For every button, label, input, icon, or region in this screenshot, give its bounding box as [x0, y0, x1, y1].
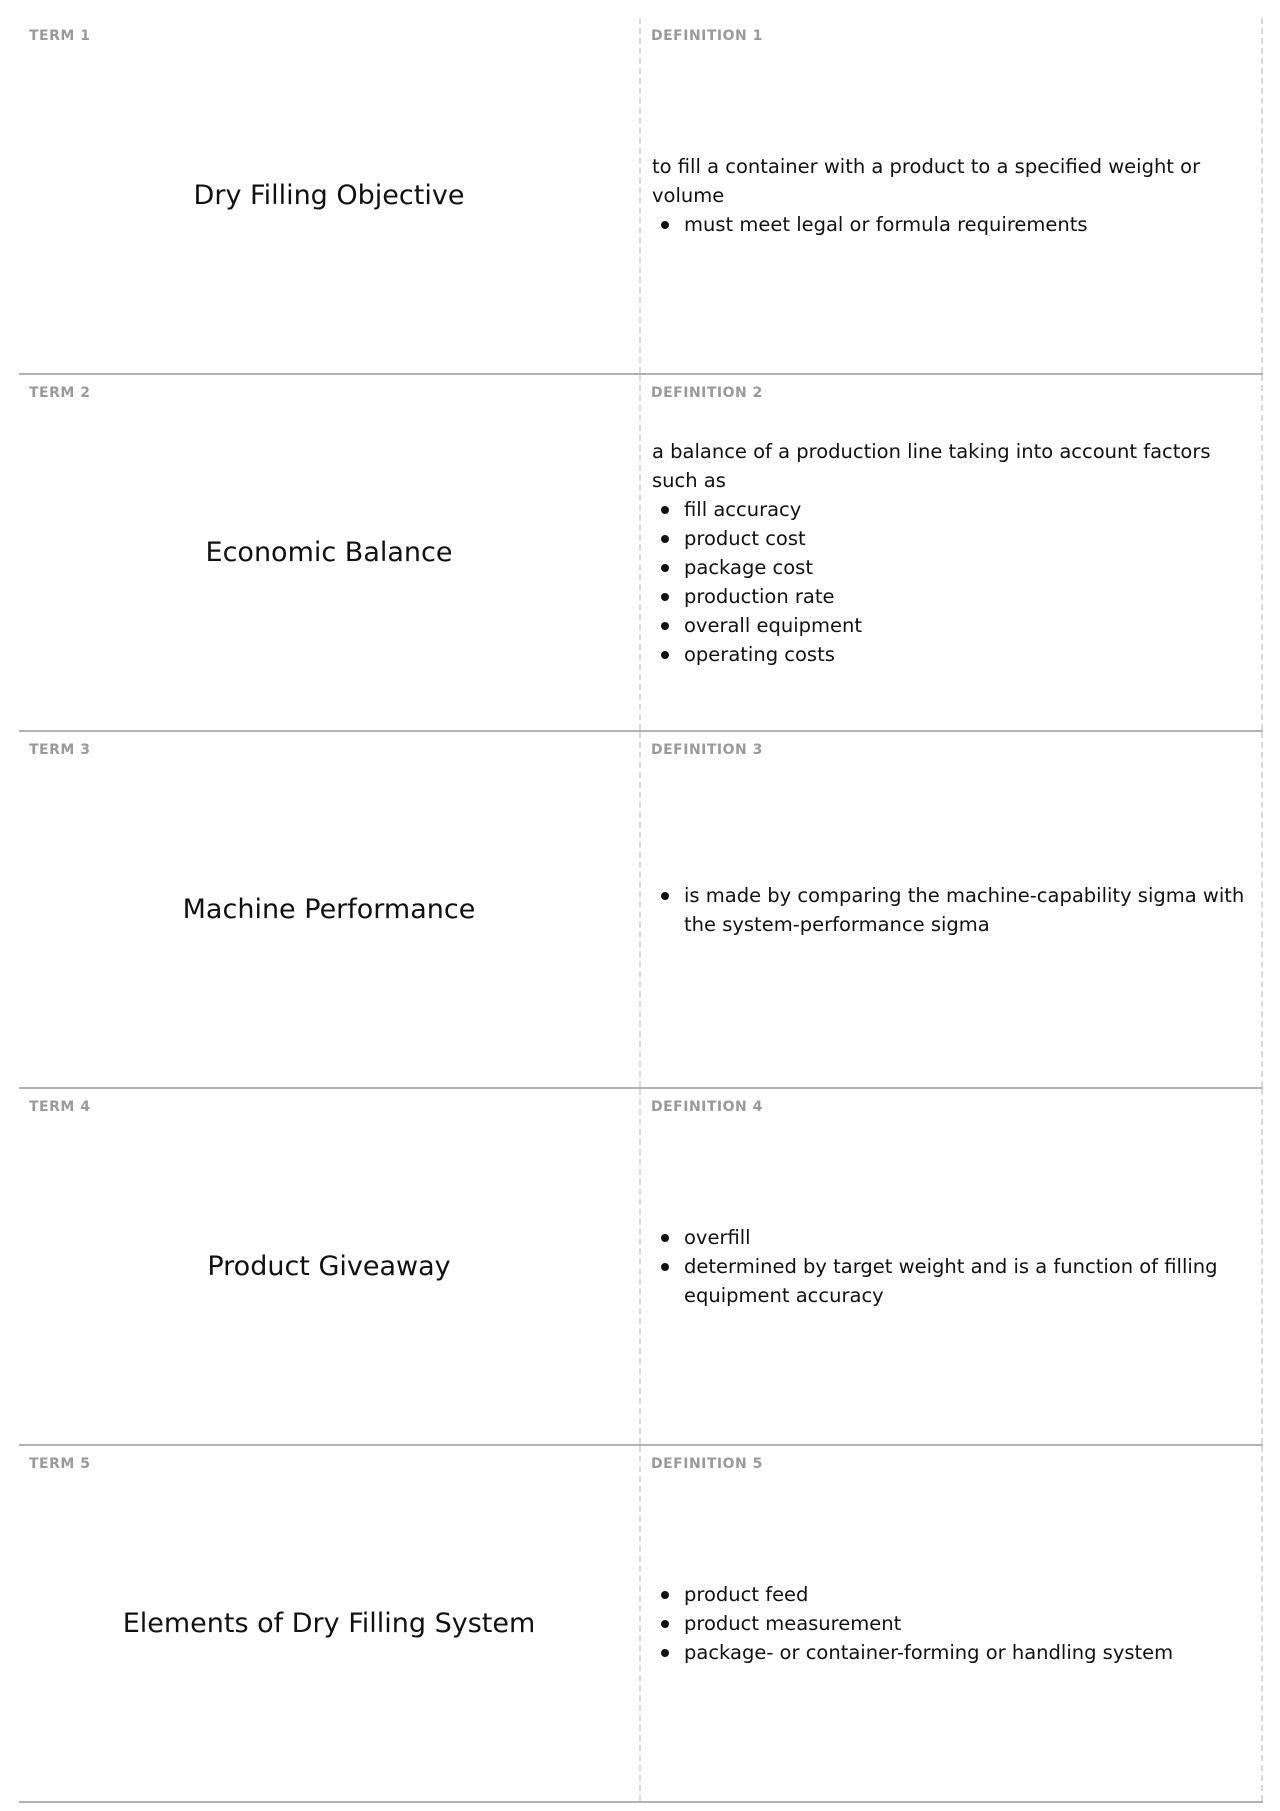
term-label: TERM 1	[29, 28, 91, 44]
term-text: Dry Filling Objective	[193, 180, 465, 211]
definition-cell	[641, 1446, 1263, 1801]
definition-cell	[641, 732, 1263, 1087]
flashcard-row	[19, 732, 1263, 1089]
definition-body	[652, 732, 1247, 1087]
definition-body	[652, 375, 1247, 730]
definition-bullet: product feed	[684, 1580, 1247, 1609]
flashcard-row	[19, 18, 1263, 375]
term-cell	[19, 375, 641, 730]
definition-bullets	[652, 1223, 1247, 1310]
definition-bullet: overall equipment	[684, 611, 1247, 640]
term-text: Machine Performance	[182, 894, 476, 925]
term-text: Product Giveaway	[207, 1251, 451, 1282]
definition-bullet: overfill	[684, 1223, 1247, 1252]
definition-label: DEFINITION 5	[651, 1456, 763, 1472]
flashcard-sheet	[19, 18, 1263, 1803]
definition-bullet: determined by target weight and is a function of filling equipment accuracy	[684, 1252, 1247, 1310]
term-label: TERM 5	[29, 1456, 91, 1472]
definition-body	[652, 18, 1247, 373]
definition-body	[652, 1446, 1247, 1801]
definition-bullets	[652, 881, 1247, 939]
definition-bullet: production rate	[684, 582, 1247, 611]
definition-bullet: is made by comparing the machine-capability sigma with the system-performance sigma	[684, 881, 1247, 939]
term-text: Economic Balance	[205, 537, 453, 568]
term-label: TERM 2	[29, 385, 91, 401]
definition-bullet: package cost	[684, 553, 1247, 582]
definition-bullets	[652, 210, 1247, 239]
term-text: Elements of Dry Filling System	[122, 1608, 536, 1639]
definition-bullet: operating costs	[684, 640, 1247, 669]
definition-label: DEFINITION 1	[651, 28, 763, 44]
definition-label: DEFINITION 3	[651, 742, 763, 758]
definition-bullets	[652, 495, 1247, 669]
definition-cell	[641, 1089, 1263, 1444]
definition-bullet: must meet legal or formula requirements	[684, 210, 1247, 239]
term-label: TERM 4	[29, 1099, 91, 1115]
term-cell	[19, 1089, 641, 1444]
flashcard-row	[19, 1089, 1263, 1446]
definition-bullet: product cost	[684, 524, 1247, 553]
definition-intro: to fill a container with a product to a specified weight or volume	[652, 155, 1201, 207]
definition-label: DEFINITION 4	[651, 1099, 763, 1115]
definition-bullet: product measurement	[684, 1609, 1247, 1638]
definition-bullets	[652, 1580, 1247, 1667]
definition-cell	[641, 375, 1263, 730]
term-cell	[19, 732, 641, 1087]
flashcard-row	[19, 375, 1263, 732]
definition-label: DEFINITION 2	[651, 385, 763, 401]
definition-cell	[641, 18, 1263, 373]
definition-intro: a balance of a production line taking into account factors such as	[652, 439, 1211, 492]
term-cell	[19, 18, 641, 373]
term-label: TERM 3	[29, 742, 91, 758]
definition-bullet: fill accuracy	[684, 495, 1247, 524]
flashcard-row	[19, 1446, 1263, 1803]
definition-body	[652, 1089, 1247, 1444]
term-cell	[19, 1446, 641, 1801]
definition-bullet: package- or container-forming or handling system	[684, 1638, 1247, 1667]
